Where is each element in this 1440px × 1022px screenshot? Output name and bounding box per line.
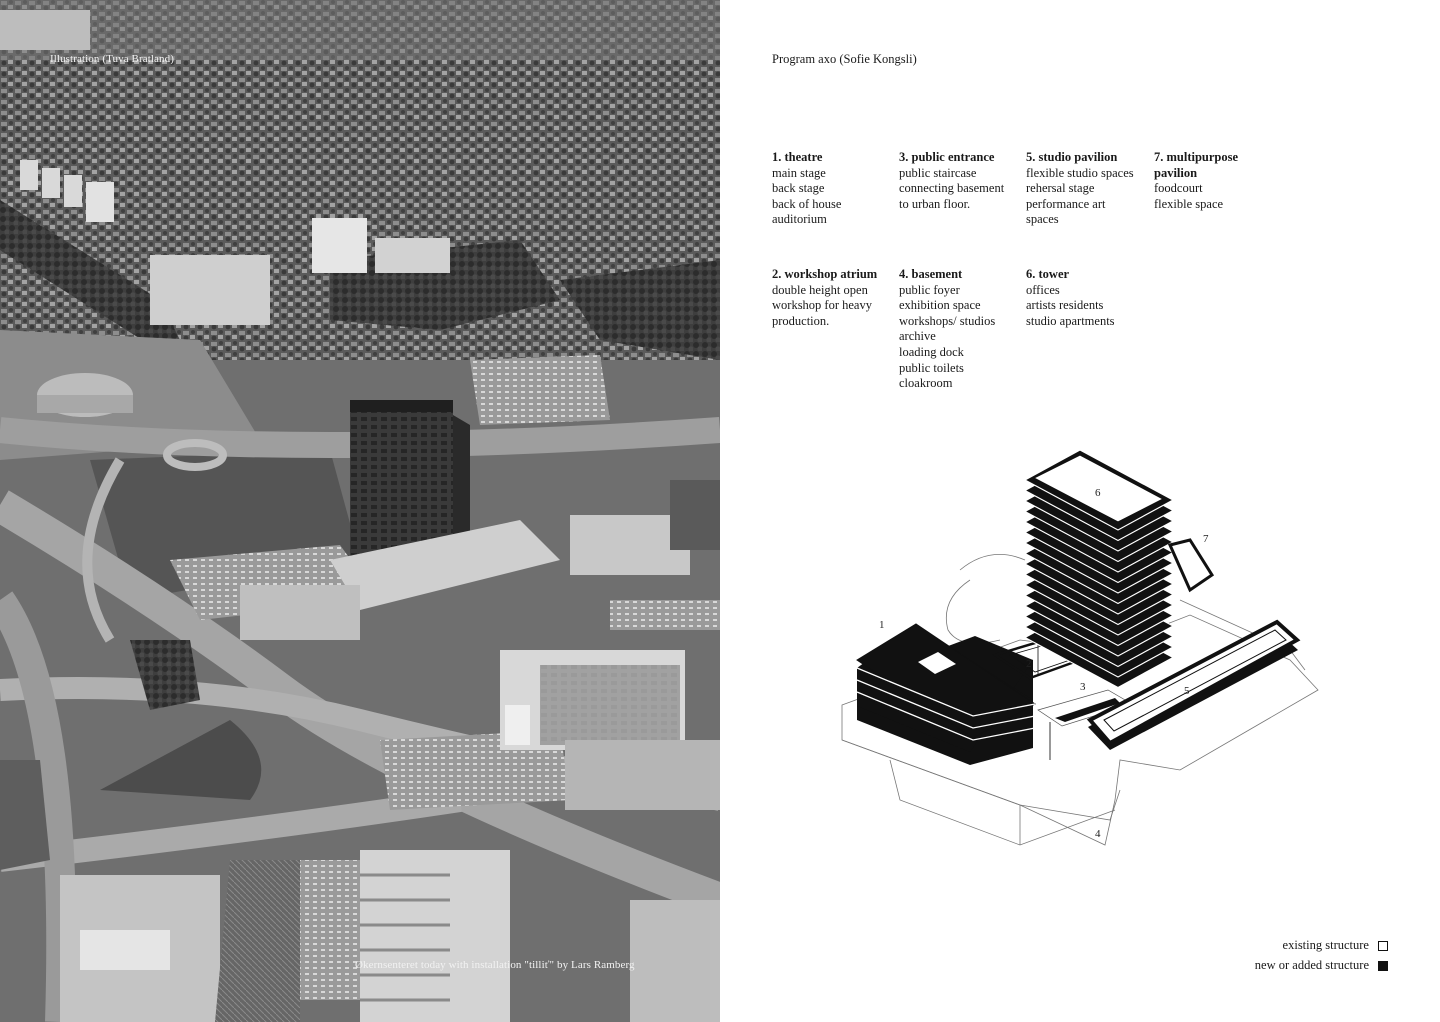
program-heading: 7. multipurpose pavilion	[1154, 150, 1239, 180]
building-theatre	[857, 624, 1035, 765]
program-item: flexible space	[1154, 196, 1224, 211]
program-axonometric	[720, 0, 1440, 1022]
program-heading: 3. public entrance	[899, 150, 995, 164]
page-title: Program axo (Sofie Kongsli)	[772, 52, 917, 66]
program-item: public toilets	[899, 360, 964, 375]
program-item: back stage	[772, 181, 825, 196]
axo-label-5: 5	[1184, 685, 1190, 697]
program-item: spaces	[1026, 212, 1059, 227]
axo-label-2: 2	[1026, 658, 1032, 670]
program-heading: 4. basement	[899, 267, 963, 281]
program-item: workshop for heavy	[772, 298, 872, 313]
legend-new-label: new or added structure	[1254, 958, 1369, 972]
program-item: workshops/ studios	[899, 313, 996, 328]
program-heading: 2. workshop atrium	[772, 267, 878, 281]
program-item: foodcourt	[1154, 181, 1203, 196]
program-item: production.	[772, 313, 830, 328]
program-item: loading dock	[899, 344, 964, 359]
program-item: exhibition space	[899, 298, 981, 313]
axo-label-6: 6	[1095, 487, 1101, 499]
legend-existing	[1283, 938, 1388, 953]
program-heading: 5. studio pavilion	[1026, 150, 1118, 164]
program-item: public staircase	[899, 165, 977, 180]
photo-caption-top: Illustration (Tuva Bratland)	[50, 53, 174, 65]
program-item: connecting basement	[899, 181, 1005, 196]
program-item: auditorium	[772, 212, 827, 227]
program-item: rehersal stage	[1026, 181, 1095, 196]
program-panel	[720, 0, 1440, 1022]
program-item: public foyer	[899, 282, 960, 297]
axo-label-3: 3	[1080, 681, 1086, 693]
axo-label-4: 4	[1095, 828, 1101, 840]
building-multipurpose-pavilion	[1170, 540, 1212, 590]
legend-existing-label: existing structure	[1282, 938, 1369, 952]
building-tower	[1025, 450, 1173, 688]
program-item: flexible studio spaces	[1026, 165, 1134, 180]
legend-new-swatch	[1378, 961, 1388, 971]
legend-existing-swatch	[1378, 941, 1388, 951]
photo-caption-bottom: Økernsenteret today with installation "tilliť" by Lars Ramberg	[355, 959, 635, 971]
program-item: archive	[899, 329, 936, 344]
program-item: artists residents	[1026, 298, 1104, 313]
axo-label-1: 1	[879, 619, 885, 631]
program-item: studio apartments	[1026, 313, 1115, 328]
axo-label-7: 7	[1203, 533, 1209, 545]
program-item: offices	[1026, 282, 1060, 297]
program-item: back of house	[772, 196, 842, 211]
legend-new	[1255, 958, 1388, 973]
program-heading: 1. theatre	[772, 150, 823, 164]
program-item: main stage	[772, 165, 826, 180]
program-item: to urban floor.	[899, 196, 971, 211]
program-heading: 6. tower	[1026, 267, 1070, 281]
program-item: double height open	[772, 282, 868, 297]
program-item: performance art	[1026, 196, 1106, 211]
program-item: cloakroom	[899, 376, 953, 391]
